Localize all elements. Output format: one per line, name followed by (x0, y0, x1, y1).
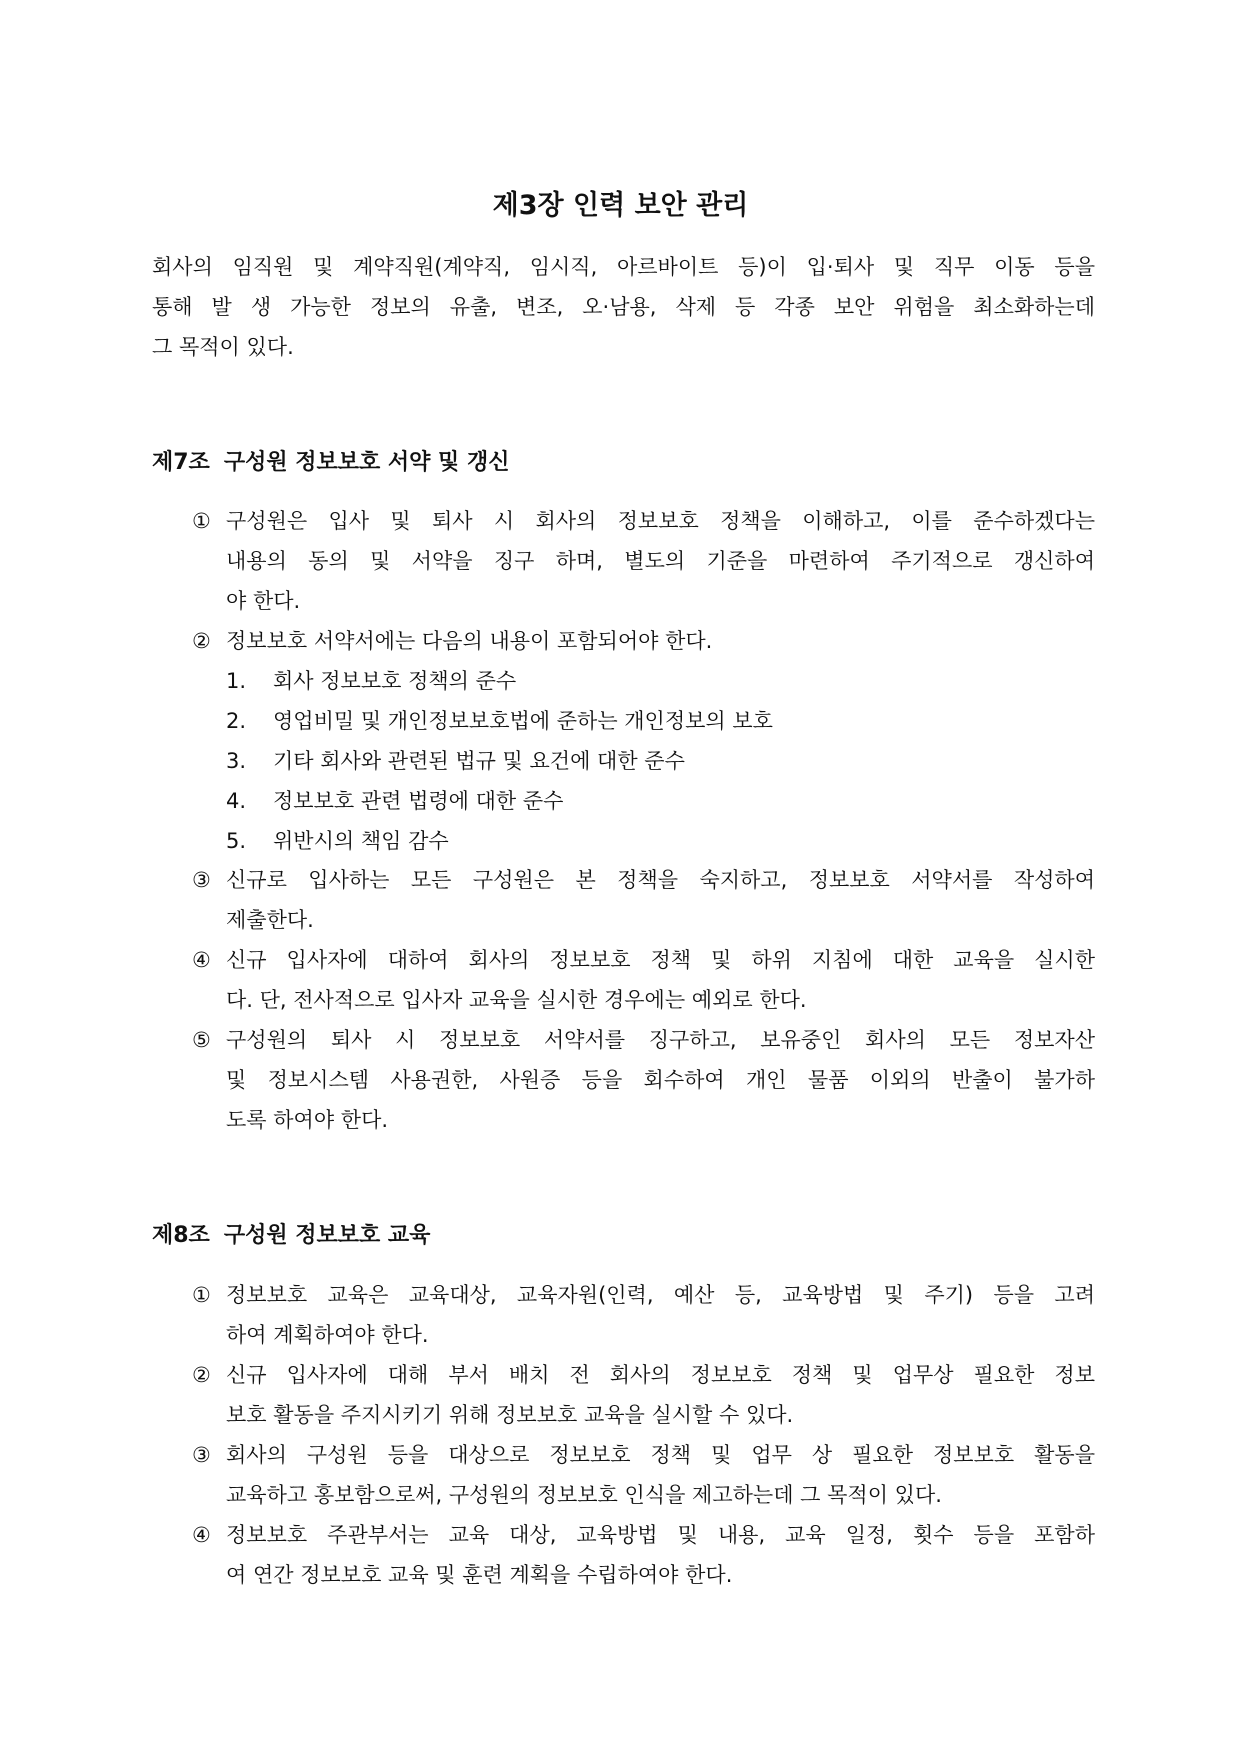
paragraph-line: 보호 활동을 주지시키기 위해 정보보호 교육을 실시할 수 있다. (226, 1403, 794, 1427)
item-marker: ① (192, 1283, 211, 1307)
paragraph-line: 회사의 임직원 및 계약직원(계약직, 임시직, 아르바이트 등)이 입·퇴사 및 직무 이동 등을 (152, 255, 1095, 279)
paragraph-line: 교육하고 홍보함으로써, 구성원의 정보보호 인식을 제고하는데 그 목적이 있다. (226, 1483, 942, 1507)
item-marker: ② (192, 1363, 211, 1387)
paragraph-line: 구성원의 퇴사 시 정보보호 서약서를 징구하고, 보유중인 회사의 모든 정보자산 (226, 1028, 1095, 1052)
paragraph-line: 하여 계획하여야 한다. (226, 1323, 429, 1347)
paragraph-line: 신규로 입사하는 모든 구성원은 본 정책을 숙지하고, 정보보호 서약서를 작성하여 (226, 868, 1095, 892)
paragraph-line: 다. 단, 전사적으로 입사자 교육을 실시한 경우에는 예외로 한다. (226, 988, 807, 1012)
sub-item (226, 741, 685, 781)
sub-item-text: 위반시의 책임 감수 (273, 829, 449, 853)
article-number: 제8조 (152, 1223, 210, 1248)
sub-item-number: 2. (226, 709, 247, 733)
paragraph-line: 여 연간 정보보호 교육 및 훈련 계획을 수립하여야 한다. (226, 1563, 733, 1587)
article-item (192, 501, 1095, 621)
paragraph-line: 야 한다. (226, 589, 301, 613)
article-item (192, 621, 1095, 661)
paragraph-line: 정보보호 주관부서는 교육 대상, 교육방법 및 내용, 교육 일정, 횟수 등을 포함하 (226, 1523, 1095, 1547)
paragraph-line: 그 목적이 있다. (152, 335, 294, 359)
paragraph-line: 정보보호 서약서에는 다음의 내용이 포함되어야 한다. (226, 629, 713, 653)
sub-item (226, 701, 773, 741)
sub-item (226, 781, 563, 821)
paragraph-line: 회사의 구성원 등을 대상으로 정보보호 정책 및 업무 상 필요한 정보보호 활동을 (226, 1443, 1095, 1467)
article-title: 구성원 정보보호 교육 (223, 1223, 431, 1248)
article-item (192, 1355, 1095, 1435)
paragraph-line: 신규 입사자에 대하여 회사의 정보보호 정책 및 하위 지침에 대한 교육을 실시한 (226, 948, 1095, 972)
paragraph-line: 도록 하여야 한다. (226, 1108, 389, 1132)
article-item (192, 1515, 1095, 1595)
sub-item-number: 4. (226, 789, 247, 813)
paragraph-line: 내용의 동의 및 서약을 징구 하며, 별도의 기준을 마련하여 주기적으로 갱신하여 (226, 549, 1095, 573)
item-marker: ④ (192, 948, 211, 972)
paragraph-line: 통해 발 생 가능한 정보의 유출, 변조, 오·남용, 삭제 등 각종 보안 위험을 최소화하는데 (152, 295, 1095, 319)
item-marker: ② (192, 629, 211, 653)
paragraph-line: 제출한다. (226, 908, 314, 932)
sub-item-text: 영업비밀 및 개인정보보호법에 준하는 개인정보의 보호 (273, 709, 773, 733)
sub-item-number: 1. (226, 669, 247, 693)
item-marker: ⑤ (192, 1028, 211, 1052)
sub-item-text: 정보보호 관련 법령에 대한 준수 (273, 789, 564, 813)
sub-item-text: 회사 정보보호 정책의 준수 (273, 669, 517, 693)
article-title: 구성원 정보보호 서약 및 갱신 (223, 450, 510, 475)
item-marker: ④ (192, 1523, 211, 1547)
article-item (192, 940, 1095, 1020)
paragraph-line: 정보보호 교육은 교육대상, 교육자원(인력, 예산 등, 교육방법 및 주기) 등을 고려 (226, 1283, 1095, 1307)
item-marker: ① (192, 509, 211, 533)
article-item (192, 1020, 1095, 1140)
paragraph-line: 및 정보시스템 사용권한, 사원증 등을 회수하여 개인 물품 이외의 반출이 불가하 (226, 1068, 1095, 1092)
paragraph-line: 신규 입사자에 대해 부서 배치 전 회사의 정보보호 정책 및 업무상 필요한 정보 (226, 1363, 1095, 1387)
item-marker: ③ (192, 868, 211, 892)
article-item (192, 1275, 1095, 1355)
sub-item-number: 5. (226, 829, 247, 853)
sub-item (226, 661, 516, 701)
chapter-title: 제3장 인력 보안 관리 (492, 190, 749, 221)
item-marker: ③ (192, 1443, 211, 1467)
article-item (192, 1435, 1095, 1515)
intro-paragraph (152, 247, 1095, 367)
paragraph-line: 구성원은 입사 및 퇴사 시 회사의 정보보호 정책을 이해하고, 이를 준수하겠다는 (226, 509, 1095, 533)
sub-item-number: 3. (226, 749, 247, 773)
sub-item (226, 821, 449, 861)
article-heading (152, 443, 509, 483)
article-item (192, 860, 1095, 940)
article-number: 제7조 (152, 450, 210, 475)
sub-item-text: 기타 회사와 관련된 법규 및 요건에 대한 준수 (273, 749, 685, 773)
article-heading (152, 1216, 430, 1256)
